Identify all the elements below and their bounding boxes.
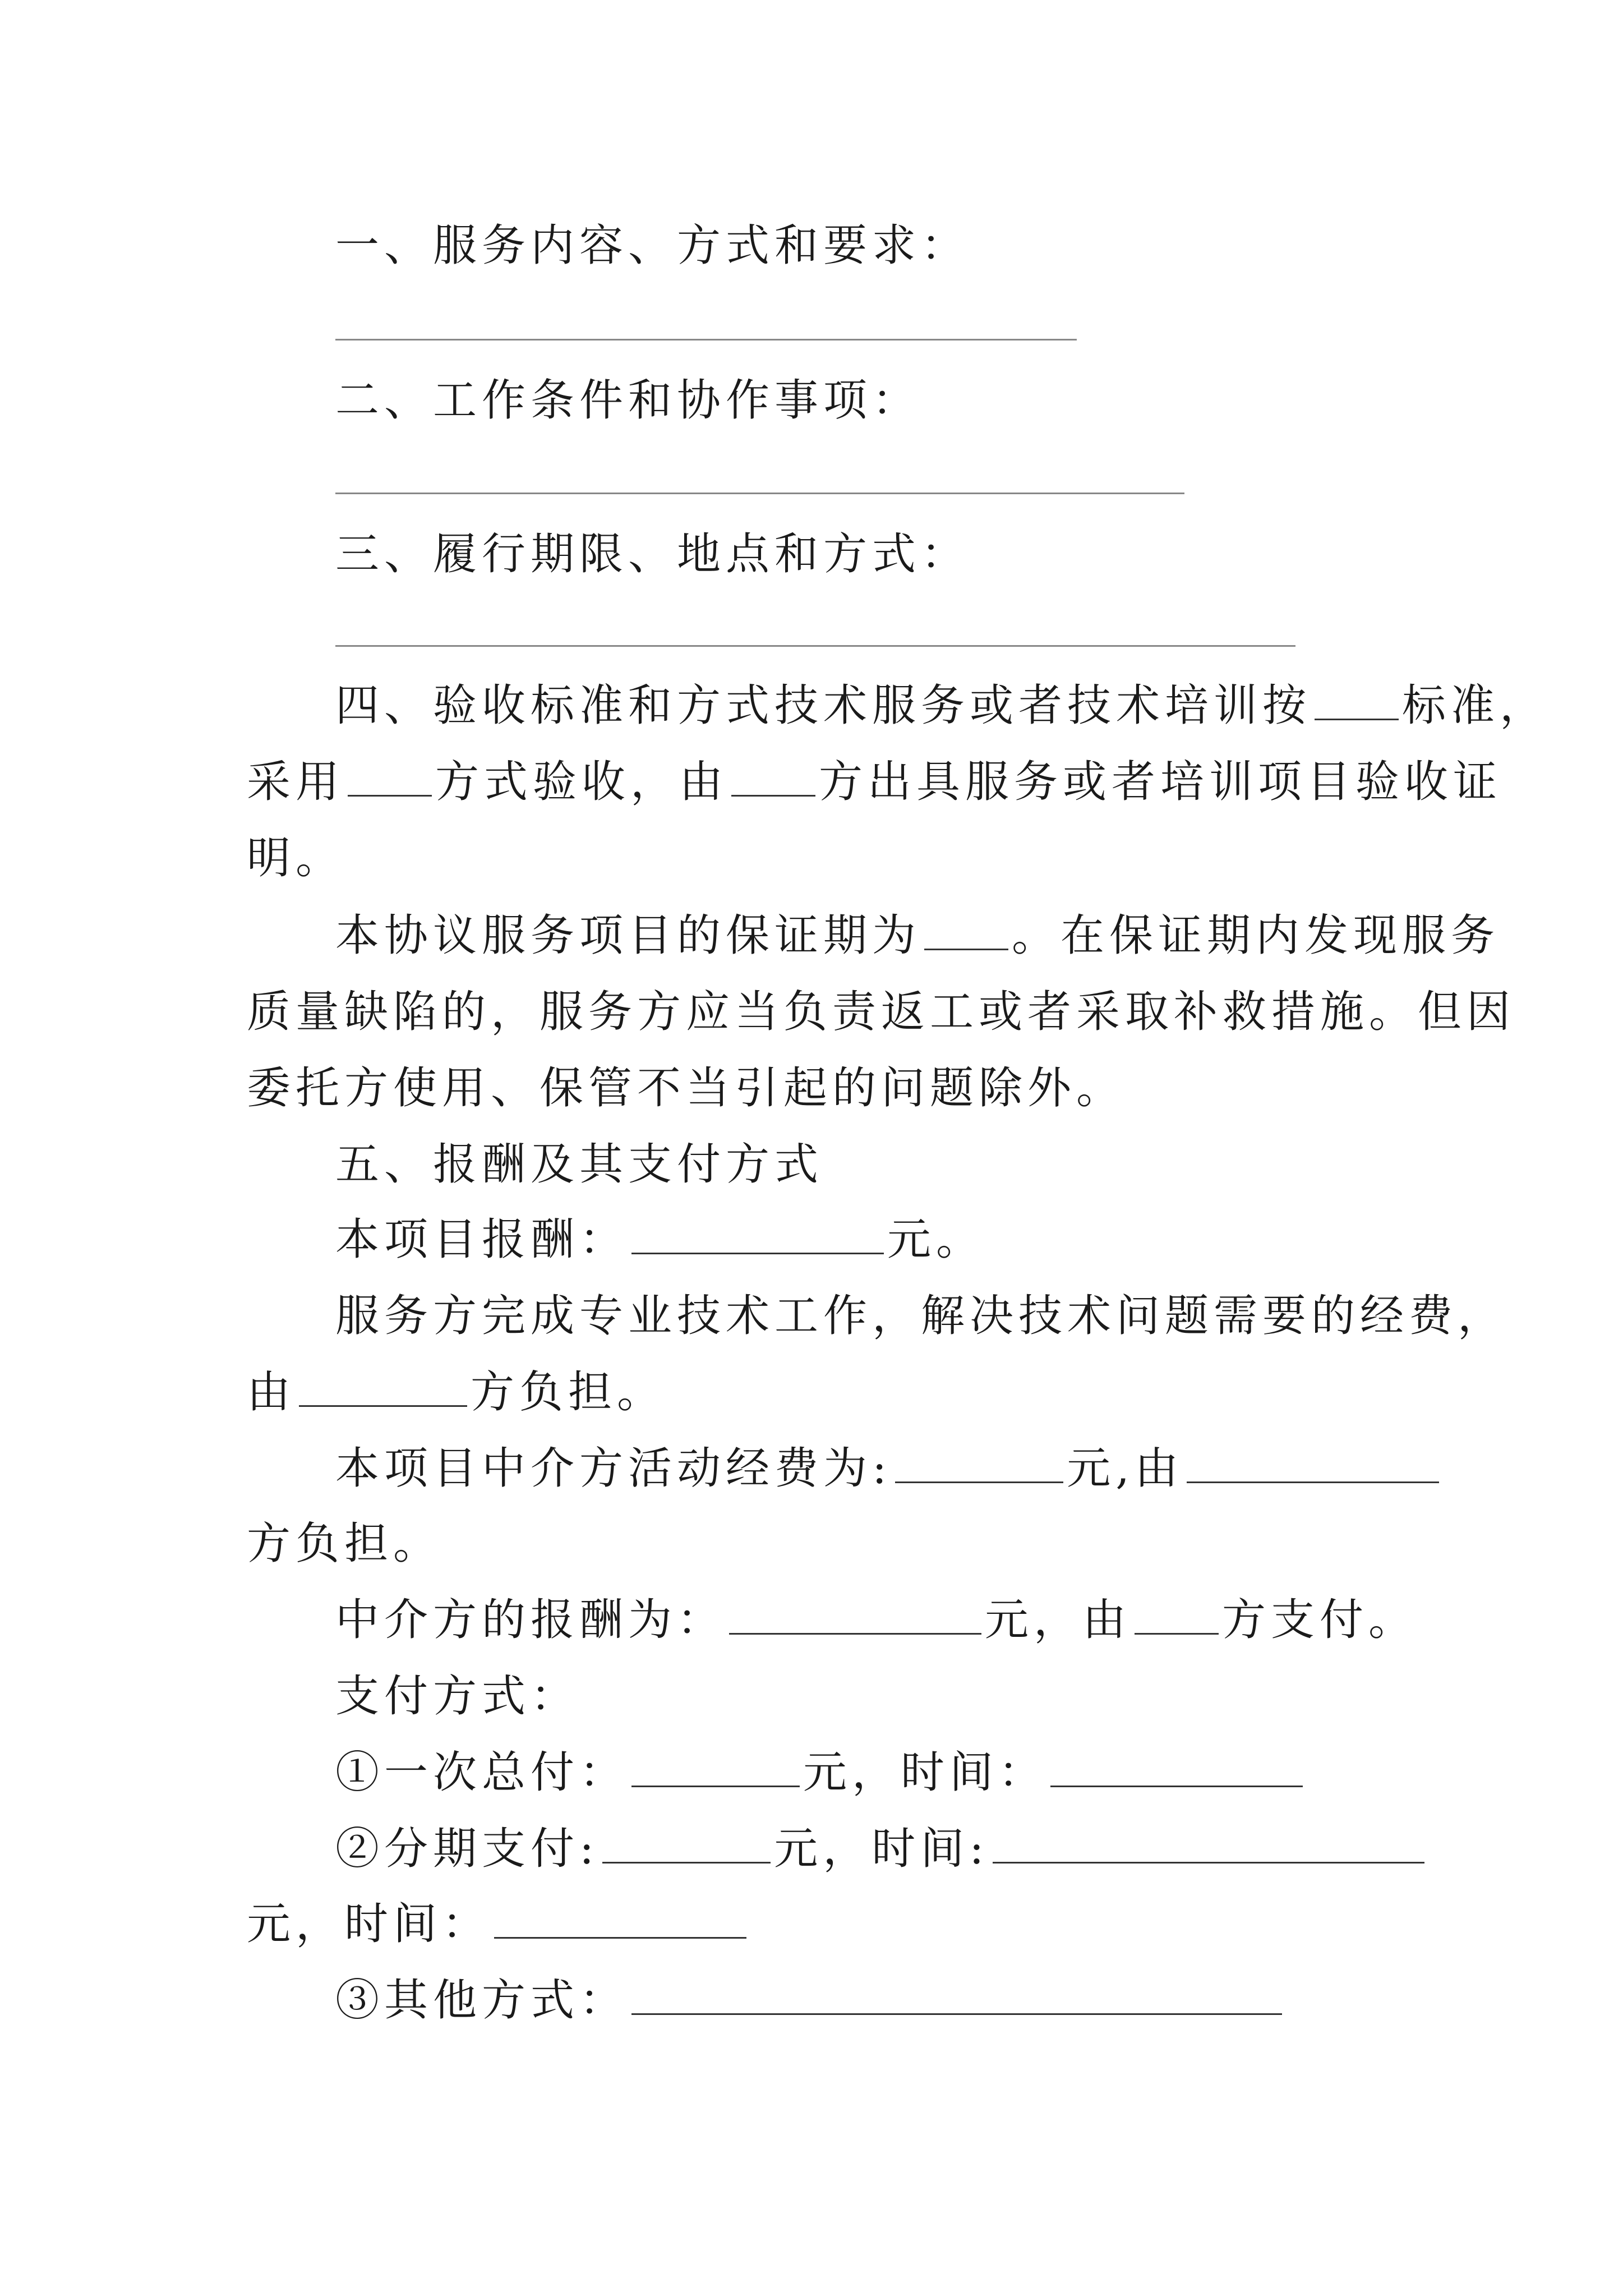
agent-fee-party-blank[interactable] [1135, 1594, 1219, 1635]
standard-blank[interactable] [1315, 679, 1399, 720]
warranty-line-3: 委托方使用、保管不当引起的问题除外。 [247, 1063, 1126, 1114]
method-blank[interactable] [348, 756, 432, 797]
section-4-line-3: 明。 [247, 833, 345, 884]
agent-fee-text: 元，由 [985, 1595, 1132, 1645]
section-2-blank-line[interactable] [335, 493, 1184, 494]
section-4-text: 方式验收，由 [435, 757, 728, 807]
installment-amount-blank[interactable] [602, 1823, 771, 1864]
installment-time-blank[interactable] [993, 1823, 1424, 1864]
agent-fee-text: 方支付。 [1222, 1595, 1418, 1645]
payment-text: 元，时间: [774, 1824, 989, 1874]
warranty-text: 本协议服务项目的保证期为 [335, 910, 921, 961]
section-4-text: 标准， [1402, 680, 1549, 731]
section-1-heading: 一、服务内容、方式和要求： [335, 220, 970, 271]
agent-fee-amount-blank[interactable] [729, 1594, 981, 1635]
agent-text: 元,由 [1067, 1443, 1184, 1494]
other-method-blank[interactable] [631, 1974, 1282, 2015]
cost-text: 方负担。 [471, 1367, 666, 1418]
agent-cost-line-1 [335, 1441, 1442, 1497]
lump-sum-amount-blank[interactable] [631, 1746, 800, 1787]
payment-text: ②分期支付: [335, 1824, 600, 1874]
project-fee-blank[interactable] [631, 1213, 884, 1254]
agent-fee-text: 中介方的报酬为： [335, 1595, 726, 1645]
fee-text: 元。 [887, 1214, 985, 1265]
lump-sum-time-blank[interactable] [1050, 1746, 1303, 1787]
section-3-blank-line[interactable] [335, 645, 1295, 647]
payment-text: 元，时间： [247, 1899, 491, 1949]
section-4-text: 四、验收标准和方式技术服务或者技术培训按 [335, 680, 1312, 731]
payment-option-3 [335, 1972, 1285, 2028]
party-blank[interactable] [731, 756, 815, 797]
section-4-text: 采用 [247, 757, 345, 807]
cost-line-1: 服务方完成专业技术工作，解决技术问题需要的经费， [335, 1291, 1507, 1341]
warranty-text: 。在保证期内发现服务 [1012, 910, 1500, 961]
warranty-line-2: 质量缺陷的，服务方应当负责返工或者采取补救措施。但因 [247, 987, 1516, 1037]
section-1-blank-line[interactable] [335, 339, 1077, 341]
cost-text: 由 [247, 1367, 296, 1418]
section-4-text: 方出具服务或者培训项目验收证 [819, 757, 1502, 807]
section-3-heading: 三、履行期限、地点和方式： [335, 529, 970, 579]
cost-line-2 [247, 1364, 666, 1420]
section-5-heading: 五、报酬及其支付方式 [335, 1139, 824, 1190]
payment-text: 元，时间： [803, 1747, 1048, 1798]
project-fee-line [335, 1212, 985, 1268]
agent-cost-line-2: 方负担。 [247, 1519, 442, 1569]
agent-cost-party-blank[interactable] [1187, 1442, 1439, 1483]
payment-method-heading: 支付方式： [335, 1671, 580, 1722]
section-2-heading: 二、工作条件和协作事项： [335, 375, 921, 426]
section-4-line-2 [247, 754, 1502, 810]
payment-option-2 [335, 1821, 1428, 1877]
cost-party-blank[interactable] [299, 1366, 467, 1407]
agent-cost-amount-blank[interactable] [895, 1442, 1063, 1483]
payment-option-2-line-2 [247, 1896, 750, 1952]
warranty-period-blank[interactable] [924, 909, 1008, 950]
section-4-line-1 [335, 678, 1548, 734]
warranty-line-1 [335, 908, 1500, 964]
payment-text: ①一次总付： [335, 1747, 629, 1798]
fee-text: 本项目报酬： [335, 1214, 629, 1265]
payment-text: ③其他方式： [335, 1975, 629, 2026]
agent-text: 本项目中介方活动经费为: [335, 1443, 892, 1494]
payment-option-1 [335, 1745, 1306, 1801]
agent-fee-line [335, 1592, 1417, 1648]
installment-time-2-blank[interactable] [494, 1898, 746, 1939]
